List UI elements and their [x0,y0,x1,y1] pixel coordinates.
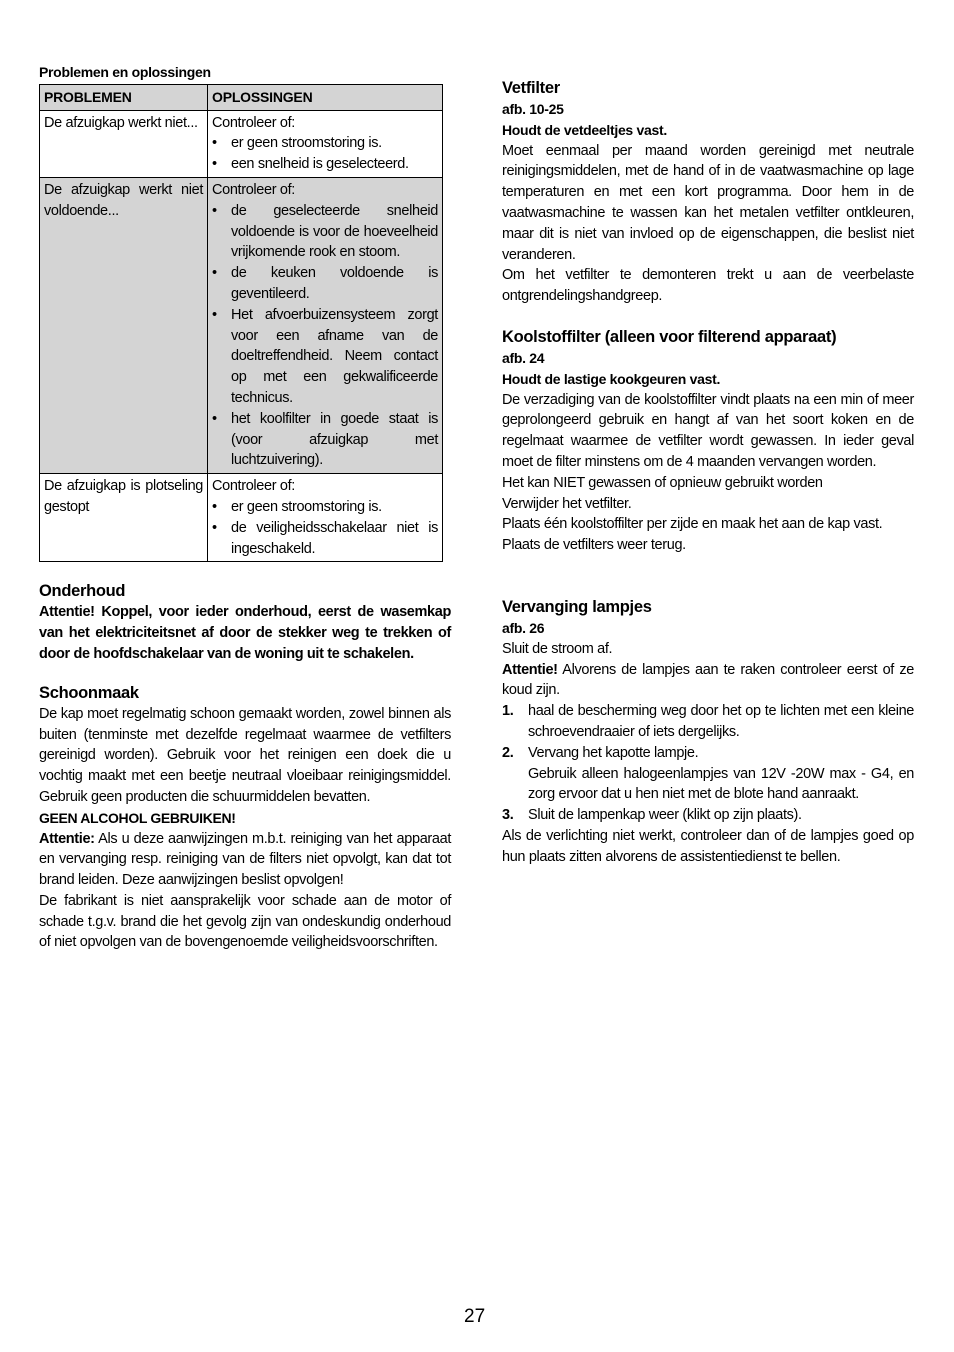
right-column [502,77,914,868]
problem-cell: De afzuigkap is plotseling gestopt [40,474,208,562]
schoonmaak-heading: Schoonmaak [39,683,139,702]
solution-cell: Controleer of: • er geen stroomstoring is. • de veiligheidsschakelaar niet is ingeschakeld. [208,474,443,562]
list-item: • de geselecteerde snelheid voldoende is voor de hoeveelheid vrijkomende rook en stoom. [212,201,438,263]
solution-cell: Controleer of: • er geen stroomstoring is. • een snelheid is geselecteerd. [208,110,443,177]
lampjes-paragraph: Sluit de stroom af. [502,640,613,657]
solution-list [212,133,438,175]
no-alcohol-warning: GEEN ALCOHOL GEBRUIKEN! [39,809,236,826]
koolstoffilter-paragraph: Het kan NIET gewassen of opnieuw gebruikt worden [502,474,823,491]
lampjes-steps [502,701,914,826]
koolstoffilter-subtitle: Houdt de lastige kookgeuren vast. [502,370,721,387]
table-header-row [40,84,443,110]
solution-list [212,497,438,559]
koolstoffilter-paragraph: Plaats één koolstoffilter per zijde en maak het aan de kap vast. [502,516,883,533]
list-item: • er geen stroomstoring is. [212,133,438,154]
lampjes-paragraph: Als de verlichting niet werkt, controleer dan of de lampjes goed op hun plaats zitten alvorens de assistentiedienst te bellen. [502,827,914,865]
vetfilter-heading: Vetfilter [502,79,560,97]
vetfilter-paragraph: Moet eenmaal per maand worden gereinigd met neutrale reinigingsmiddelen, met de hand of in de vaatwasmachine op lage temperaturen en met een kort programma. Door hem in de vaatwasmachine te wassen kan het metalen vetfilter ontkleuren, maar dit is niet van invloed op de eigenschappen, die beslist niet veranderen. [502,142,914,263]
schoonmaak-disclaimer: De fabrikant is niet aansprakelijk voor schade aan de motor of schade t.g.v. brand die het gevolg zijn van ondeskundig onderhoud of niet opvolgen van de bovengenoemde veiligheidsvoorschriften. [39,892,451,951]
list-item: • het koolfilter in goede staat is (voor afzuigkap met luchtzuivering). [212,409,438,471]
page-number: 27 [464,1306,486,1327]
onderhoud-heading: Onderhoud [39,582,126,601]
koolstoffilter-paragraph: Plaats de vetfilters weer terug. [502,537,686,554]
koolstoffilter-figure-ref: afb. 24 [502,349,545,366]
vetfilter-paragraph: Om het vetfilter te demonteren trekt u aan de veerbelaste ontgrendelingshandgreep. [502,267,914,305]
list-item: 1. haal de bescherming weg door het op te lichten met een kleine schroevendraaier of iets dergelijks. [502,703,914,740]
table-row [40,177,443,473]
list-item: 3. Sluit de lampenkap weer (klikt op zijn plaats). [502,807,802,824]
koolstoffilter-paragraph: Verwijder het vetfilter. [502,495,632,512]
header-oplossingen: OPLOSSINGEN [208,84,443,110]
list-item: • Het afvoerbuizensysteem zorgt voor een afname van de doeltreffendheid. Neem contact op met een gekwalificeerde technicus. [212,305,438,409]
left-column [39,62,451,953]
problems-table [39,84,443,563]
problem-cell: De afzuigkap werkt niet... [40,110,208,177]
schoonmaak-attentie: Attentie: Als u deze aanwijzingen m.b.t. reiniging van het apparaat en vervanging resp. reiniging van de filters niet opvolgt, kan dat tot brand leiden. Deze aanwijzingen beslist opvolgen! [39,830,451,889]
table-row [40,110,443,177]
table-row [40,474,443,562]
list-item: • een snelheid is geselecteerd. [212,154,438,175]
vetfilter-figure-ref: afb. 10-25 [502,101,564,117]
solution-list [212,201,438,471]
list-item: • de veiligheidsschakelaar niet is ingeschakeld. [212,518,438,560]
list-item: • er geen stroomstoring is. [212,497,438,518]
list-item: 2. Vervang het kapotte lampje. Gebruik alleen halogeenlampjes van 12V -20W max - G4, en zorg ervoor dat u hen niet met de blote hand aanraakt. [502,744,914,803]
koolstoffilter-paragraph: De verzadiging van de koolstoffilter vindt plaats na een min of meer geprolongeerd gebruik en hangt af van het soort koken en de regelmaat waarmee de vetfilter wordt gewassen. In ieder geval moet de filter minstens om de 4 maanden vervangen worden. [502,391,914,470]
lampjes-attentie: Attentie! Alvorens de lampjes aan te raken controleer eerst of ze koud zijn. [502,661,914,699]
schoonmaak-paragraph: De kap moet regelmatig schoon gemaakt worden, zowel binnen als buiten (tenminste met dezelfde regelmaat waarmee de vetfilters gereinigd worden). Gebruik voor het reinigen een doek die u vochtig maakt met een beetje neutraal vloeibaar reinigingsmiddel. Gebruik geen producten die schuurmiddelen bevatten. [39,705,451,805]
list-item: • de keuken voldoende is geventileerd. [212,263,438,305]
lampjes-heading: Vervanging lampjes [502,597,652,616]
onderhoud-warning: Attentie! Koppel, voor ieder onderhoud, eerst de wasemkap van het elektriciteitsnet af door de stekker weg te trekken of door de hoofdschakelaar van de woning uit te schakelen. [39,604,451,662]
lampjes-figure-ref: afb. 26 [502,619,545,636]
problem-cell: De afzuigkap werkt niet voldoende... [40,177,208,473]
header-problemen: PROBLEMEN [40,84,208,110]
table-caption: Problemen en oplossingen [39,64,211,80]
vetfilter-subtitle: Houdt de vetdeeltjes vast. [502,121,667,138]
solution-cell: Controleer of: • de geselecteerde snelheid voldoende is voor de hoeveelheid vrijkomende rook en stoom. • de keuken voldoende is geventileerd. • Het afvoerbuizensysteem zorgt voor een afname van de doeltreffendheid. Neem contact op met een gekwalificeerde technicus. • het koolfilter in goede staat is (voor afzuigkap met luchtzuivering). [208,177,443,473]
koolstoffilter-heading: Koolstoffilter (alleen voor filterend apparaat) [502,327,837,346]
